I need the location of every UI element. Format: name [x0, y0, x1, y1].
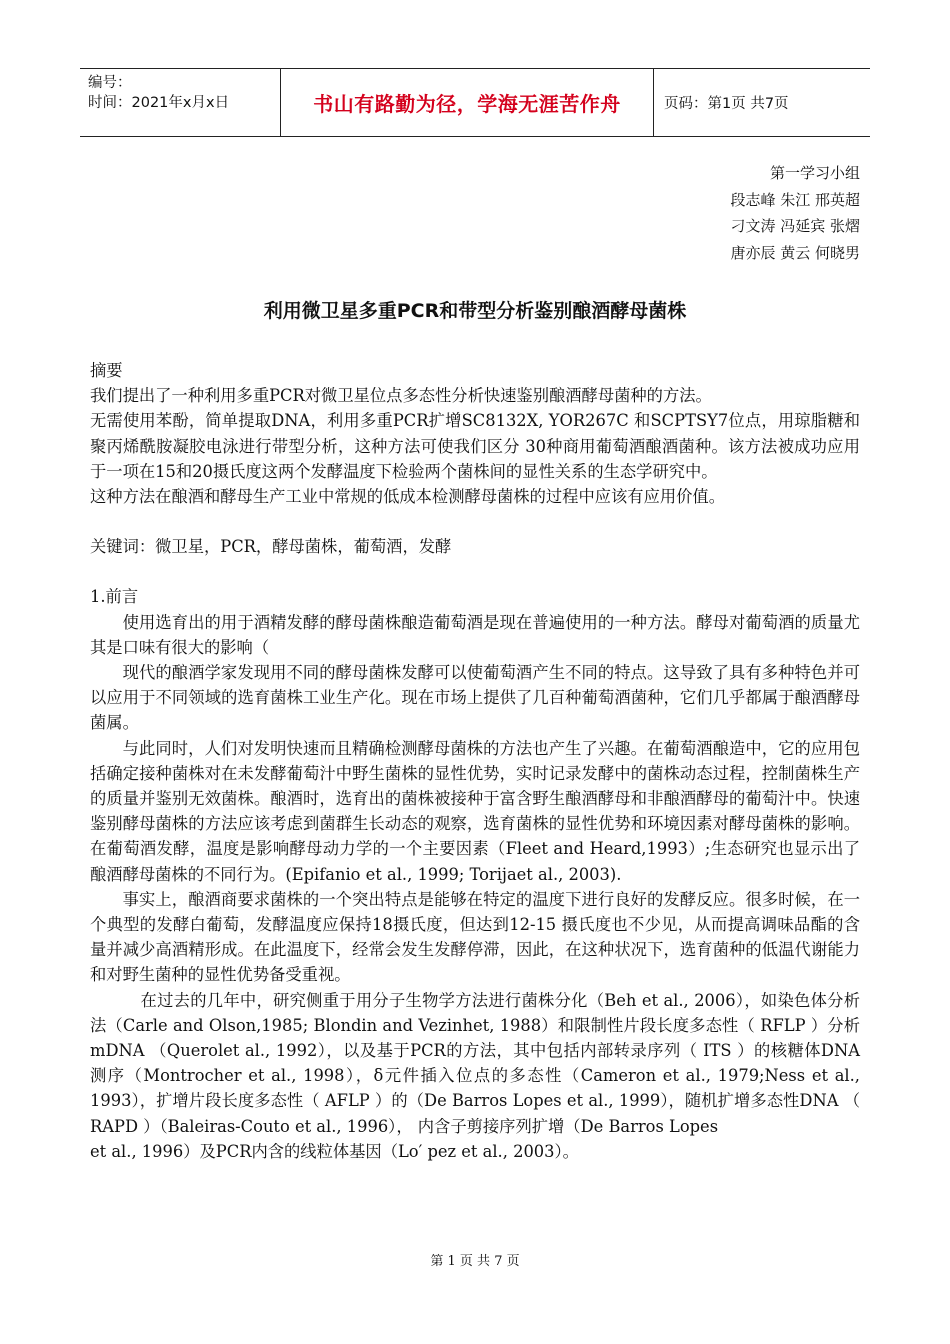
- keywords: 关键词：微卫星，PCR，酵母菌株，葡萄酒，发酵: [90, 537, 452, 557]
- body-paragraph: 事实上，酿酒商要求菌株的一个突出特点是能够在特定的温度下进行良好的发酵反应。很多时候，在一个典型的发酵白葡萄，发酵温度应保持18摄氏度，但达到12-15 摄氏度也不少见，从而提高调味品酯的含量并减少高酒精形成。在此温度下，经常会发生发酵停滞，因此，在这种状况下，选育菌种的低温代谢能力和对野生菌种的显性优势备受重视。: [90, 889, 860, 985]
- abstract-paragraph: 我们提出了一种利用多重PCR对微卫星位点多态性分析快速鉴别酿酒酵母菌种的方法。: [90, 386, 712, 406]
- body-paragraph-end: et al., 1996）及PCR内含的线粒体基因（Lo′ pez et al., 2003）。: [90, 1141, 579, 1161]
- page-footer: 第 1 页 共 7 页: [430, 1254, 520, 1269]
- header-date: 时间：2021年x月x日: [88, 95, 230, 111]
- abstract-heading: 摘要: [90, 361, 123, 380]
- body-paragraph: 与此同时，人们对发明快速而且精确检测酵母菌株的方法也产生了兴趣。在葡萄酒酿造中，它的应用包括确定接种菌株对在未发酵葡萄汁中野生菌株的显性优势，实时记录发酵中的菌株动态过程，控制菌株生产的质量并鉴别无效菌株。酿酒时，选育出的菌株被接种于富含野生酿酒酵母和非酿酒酵母的葡萄汁中。快速鉴别酵母菌株的方法应该考虑到菌群生长动态的观察，选育菌株的显性优势和环境因素对酵母菌株的影响。在葡萄酒发酵，温度是影响酵母动力学的一个主要因素（Fleet and Heard,1993）;生态研究也显示出了酿酒酵母菌株的不同行为。(Epifanio et al., 1999; Torijaet al., 2003).: [90, 738, 860, 884]
- author-line: 刁文涛 冯延宾 张熠: [730, 217, 860, 235]
- body-paragraph: 使用选育出的用于酒精发酵的酵母菌株酿造葡萄酒是现在普遍使用的一种方法。酵母对葡萄酒的质量尤其是口味有很大的影响（: [90, 612, 860, 657]
- header-number-label: 编号：: [88, 75, 132, 91]
- body-paragraph: 在过去的几年中，研究侧重于用分子生物学方法进行菌株分化（Beh et al., 2006），如染色体分析法（Carle and Olson,1985; Blondin and Vezinhet, 1988）和限制性片段长度多态性（ RFLP ）分析mDNA （Querolet al., 1992），以及基于PCR的方法，其中包括内部转录序列（ ITS ）的核糖体DNA 测序（Montrocher et al., 1998），δ元件插入位点的多态性（Cameron et al., 1979;Ness et al., 1993），扩增片段长度多态性（ AFLP ）的（De Barros Lopes et al., 1999），随机扩增多态性DNA （ RAPD ）（Baleiras-Couto et al., 1996）， 内含子剪接序列扩增（De Barros Lopes: [90, 990, 860, 1136]
- document-header: [80, 68, 870, 137]
- author-line: 段志峰 朱江 邢英超: [730, 190, 860, 209]
- abstract-paragraph: 无需使用苯酚，简单提取DNA，利用多重PCR扩增SC8132X, YOR267C 和SCPTSY7位点，用琼脂糖和聚丙烯酰胺凝胶电泳进行带型分析，这种方法可使我们区分 30种商用葡萄酒酿酒菌种。该方法被成功应用于一项在15和20摄氏度这两个发酵温度下检验两个菌株间的显性关系的生态学研究中。: [90, 411, 860, 481]
- header-page-info: 页码：第1页 共7页: [664, 96, 789, 112]
- header-meta: [80, 69, 280, 136]
- abstract-paragraph: 这种方法在酿酒和酵母生产工业中常规的低成本检测酵母菌株的过程中应该有应用价值。: [90, 487, 725, 507]
- section-heading: 1.前言: [90, 587, 139, 607]
- paper-title: 利用微卫星多重PCR和带型分析鉴别酿酒酵母菌株: [263, 300, 687, 322]
- author-block: [730, 160, 860, 266]
- body-paragraph: 现代的酿酒学家发现用不同的酵母菌株发酵可以使葡萄酒产生不同的特点。这导致了具有多种特色并可以应用于不同领域的选育菌株工业生产化。现在市场上提供了几百种葡萄酒菌种，它们几乎都属于酿酒酵母菌属。: [90, 663, 860, 733]
- author-line: 唐亦辰 黄云 何晓男: [730, 243, 860, 262]
- paper-body: [90, 358, 860, 1164]
- header-motto: 书山有路勤为径，学海无涯苦作舟: [280, 69, 654, 136]
- author-group: 第一学习小组: [769, 164, 860, 182]
